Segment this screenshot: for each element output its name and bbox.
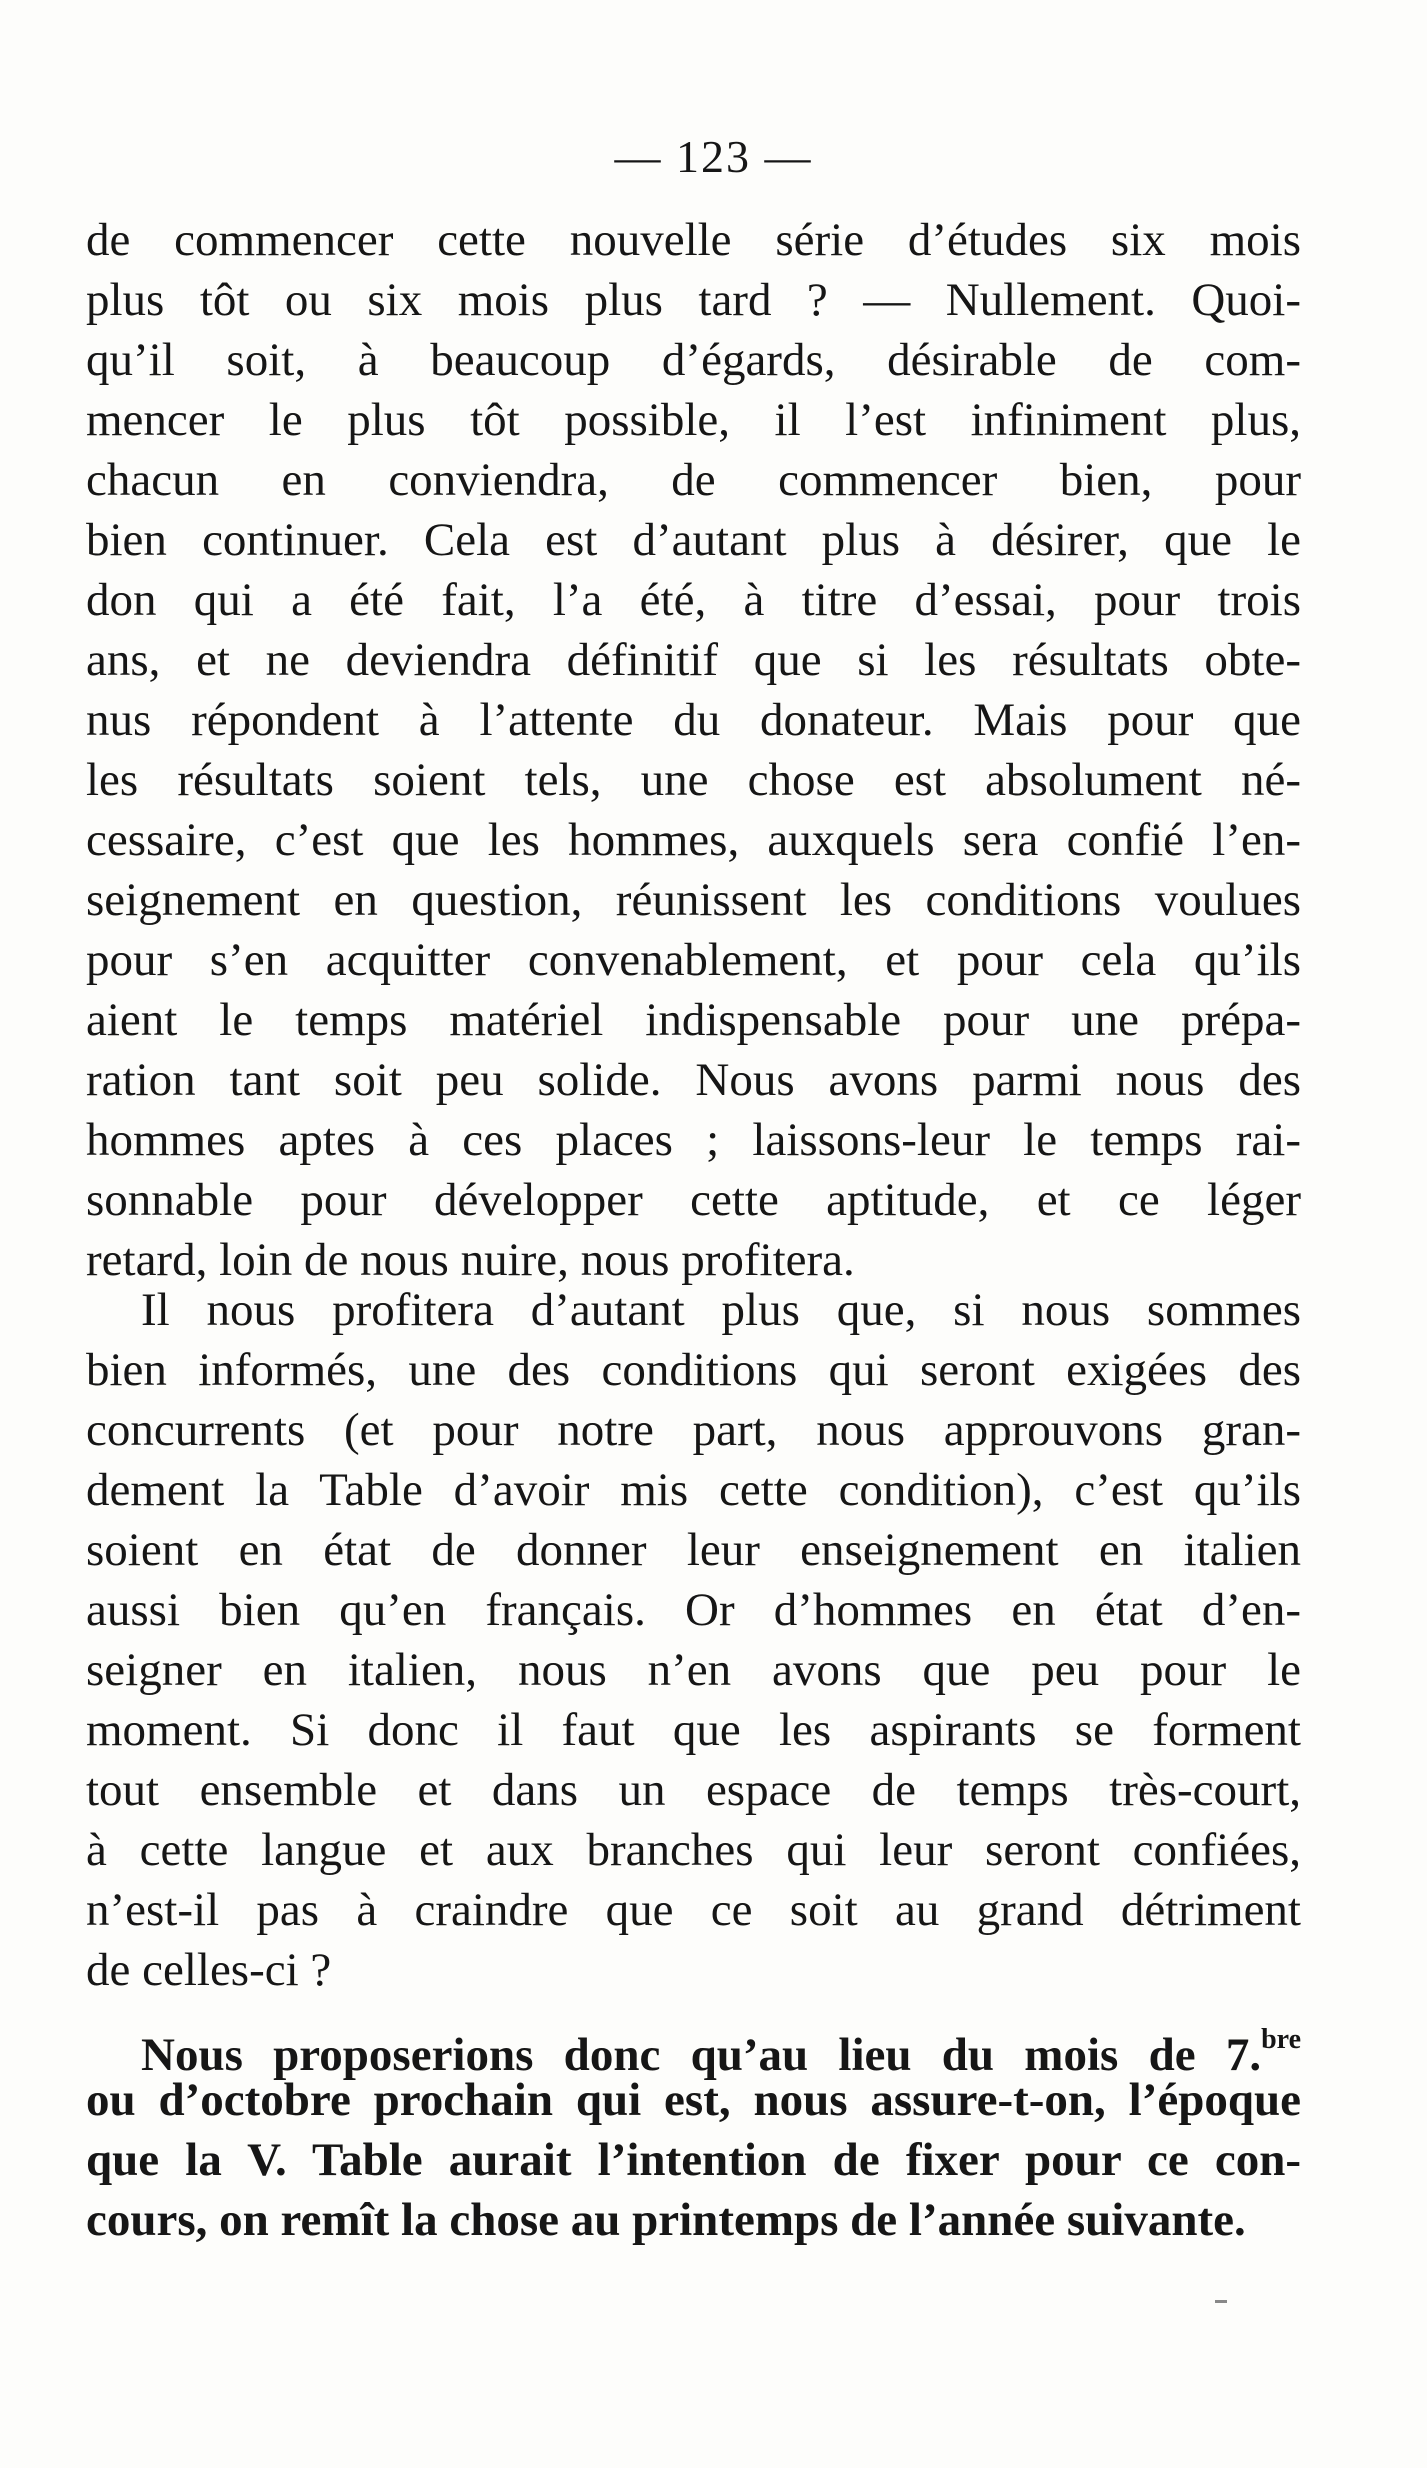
text-line: hommes aptes à ces places ; laissons-leur le temps rai- xyxy=(86,1114,1301,1166)
text-line: moment. Si donc il faut que les aspirants se forment xyxy=(86,1704,1301,1756)
paragraph-3 xyxy=(86,2010,1301,2250)
paragraph-2 xyxy=(86,1280,1301,2000)
text-line: Il nous profitera d’autant plus que, si nous sommes xyxy=(141,1284,1301,1336)
text-line: concurrents (et pour notre part, nous approuvons gran- xyxy=(86,1404,1301,1456)
text-line: sonnable pour développer cette aptitude, et ce léger xyxy=(86,1174,1301,1226)
text-line: mencer le plus tôt possible, il l’est infiniment plus, xyxy=(86,394,1301,446)
text-line: seigner en italien, nous n’en avons que peu pour le xyxy=(86,1644,1301,1696)
superscript: bre xyxy=(1261,2024,1301,2055)
text-line: à cette langue et aux branches qui leur seront confiées, xyxy=(86,1824,1301,1876)
text-line: les résultats soient tels, une chose est absolument né- xyxy=(86,754,1301,806)
text-line-part: Nous proposerions donc qu’au lieu du mois de 7. xyxy=(141,2029,1262,2081)
text-line: bien continuer. Cela est d’autant plus à désirer, que le xyxy=(86,514,1301,566)
text-line: tout ensemble et dans un espace de temps très-court, xyxy=(86,1764,1301,1816)
text-line: aient le temps matériel indispensable pour une prépa- xyxy=(86,994,1301,1046)
paragraph-1 xyxy=(86,210,1301,1290)
text-line: don qui a été fait, l’a été, à titre d’essai, pour trois xyxy=(86,574,1301,626)
text-line: qu’il soit, à beaucoup d’égards, désirable de com- xyxy=(86,334,1301,386)
text-line: n’est-il pas à craindre que ce soit au grand détriment xyxy=(86,1884,1301,1936)
ink-mark xyxy=(1215,2300,1227,2303)
text-line: cours, on remît la chose au printemps de l’année suivante. xyxy=(86,2194,1246,2246)
text-line: de commencer cette nouvelle série d’études six mois xyxy=(86,214,1301,266)
text-line: cessaire, c’est que les hommes, auxquels sera confié l’en- xyxy=(86,814,1301,866)
text-line: retard, loin de nous nuire, nous profitera. xyxy=(86,1234,855,1286)
text-line: que la V. Table aurait l’intention de fixer pour ce con- xyxy=(86,2134,1301,2186)
text-line: pour s’en acquitter convenablement, et pour cela qu’ils xyxy=(86,934,1301,986)
text-line: chacun en conviendra, de commencer bien, pour xyxy=(86,454,1301,506)
text-line: soient en état de donner leur enseignement en italien xyxy=(86,1524,1301,1576)
text-line: bien informés, une des conditions qui seront exigées des xyxy=(86,1344,1301,1396)
text-line: seignement en question, réunissent les conditions voulues xyxy=(86,874,1301,926)
page-number: — 123 — xyxy=(614,131,813,182)
text-line: dement la Table d’avoir mis cette condition), c’est qu’ils xyxy=(86,1464,1301,1516)
text-line: ou d’octobre prochain qui est, nous assure-t-on, l’époque xyxy=(86,2074,1301,2126)
text-line: ration tant soit peu solide. Nous avons parmi nous des xyxy=(86,1054,1301,1106)
text-line: plus tôt ou six mois plus tard ? — Nullement. Quoi- xyxy=(86,274,1301,326)
text-line: ans, et ne deviendra définitif que si les résultats obte- xyxy=(86,634,1301,686)
text-line xyxy=(86,2010,1301,2081)
text-line: nus répondent à l’attente du donateur. Mais pour que xyxy=(86,694,1301,746)
text-line: aussi bien qu’en français. Or d’hommes en état d’en- xyxy=(86,1584,1301,1636)
text-line: de celles-ci ? xyxy=(86,1944,332,1996)
